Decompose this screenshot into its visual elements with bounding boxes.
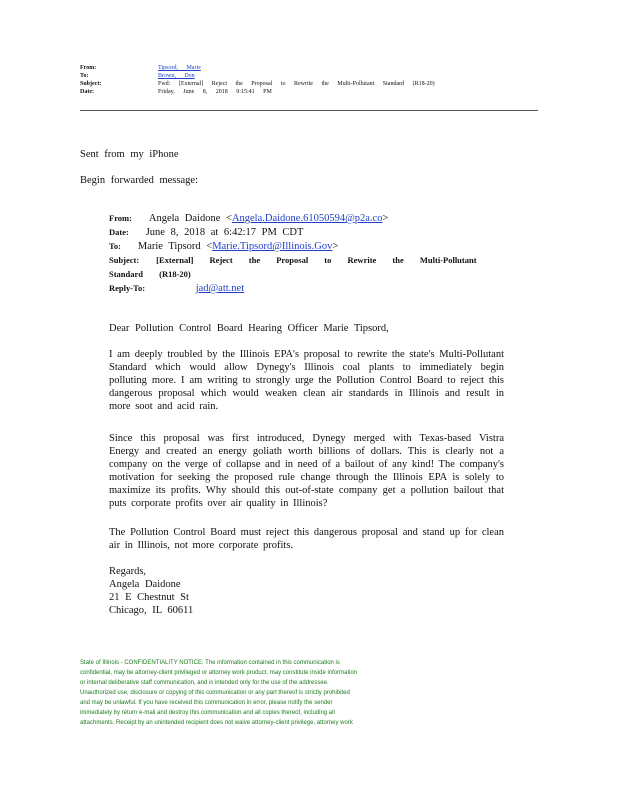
begin-forwarded-line: Begin forwarded message: xyxy=(80,175,198,186)
fw-date-row xyxy=(109,226,303,239)
fw-subject-cont-row xyxy=(109,268,191,281)
confidentiality-notice xyxy=(80,658,358,728)
notice-line: attachments. Receipt by an unintended recipient does not waive attorney-client privilege, attorney work xyxy=(80,720,353,726)
fw-to-name: Marie Tipsord < xyxy=(137,241,213,252)
header-to-label: To: xyxy=(80,73,89,79)
fw-date-value: June 8, 2018 at 6:42:17 PM CDT xyxy=(145,227,304,238)
letter-closing: Regards, xyxy=(109,566,147,577)
notice-line: and may be unlawful. If you have received this communication in error, please notify the sender xyxy=(80,700,333,706)
header-from-value[interactable]: Tipsord, Marie xyxy=(158,65,201,71)
fw-subject-line2: Standard (R18-20) xyxy=(109,269,191,279)
fw-to-row xyxy=(109,240,338,253)
fw-replyto-label: Reply-To: xyxy=(109,283,146,293)
letter-paragraph-1: I am deeply troubled by the Illinois EPA's proposal to rewrite the state's Multi-Pollutant Standard which would allow Dynegy's Illinois coal plants to immediately begin polluting more. I am writing to strongly urge the Pollution Control Board to reject this dangerous proposal which would weaken clean air standards in Illinois and result in more soot and acid rain. xyxy=(109,349,504,412)
fw-from-name: Angela Daidone < xyxy=(148,213,232,224)
notice-line: State of Illinois - CONFIDENTIALITY NOTICE: The information contained in this communication is xyxy=(80,660,340,666)
letter-paragraph-2: Since this proposal was first introduced, Dynegy merged with Texas-based Vistra Energy and created an energy goliath worth billions of dollars. This is clearly not a company on the verge of collapse and in need of a bailout of any kind! The company's motivation for seeking the proposed rule change through the Illinois EPA is solely to maximize its profits. Why should this out-of-state company get a pollution bailout that puts corporate profits over air quality in Illinois? xyxy=(109,433,504,509)
notice-line: confidential, may be attorney-client privileged or attorney work product, may constitute inside information xyxy=(80,670,358,676)
fw-from-email-link[interactable]: Angela.Daidone.61050594@p2a.co xyxy=(231,213,383,224)
notice-line: or internal deliberative staff communication, and is intended only for the use of the addressee. xyxy=(80,680,329,686)
fw-subject-line1: [External] Reject the Proposal to Rewrite the Multi-Pollutant xyxy=(156,255,477,265)
fw-to-close: > xyxy=(332,241,339,252)
header-to-value[interactable]: Brown, Don xyxy=(158,73,195,79)
notice-line: Unauthorized use, disclosure or copying of this communication or any part thereof is strictly prohibited xyxy=(80,690,350,696)
letter-salutation: Dear Pollution Control Board Hearing Officer Marie Tipsord, xyxy=(109,323,389,334)
header-subject-value: Fwd: [External] Reject the Proposal to Rewrite the Multi-Pollutant Standard (R18-20) xyxy=(158,81,435,87)
header-from-label: From: xyxy=(80,65,97,71)
letter-address-city: Chicago, IL 60611 xyxy=(109,605,194,616)
sent-from-line: Sent from my iPhone xyxy=(80,149,179,160)
header-date-label: Date: xyxy=(80,89,94,95)
letter-address-street: 21 E Chestnut St xyxy=(109,592,189,603)
fw-to-label: To: xyxy=(109,241,121,251)
notice-line: immediately by return e-mail and destroy this communication and all copies thereof, including all xyxy=(80,710,335,716)
header-subject-label: Subject: xyxy=(80,81,102,87)
header-divider xyxy=(80,110,538,111)
fw-subject-label: Subject: xyxy=(109,255,140,265)
letter-paragraph-3: The Pollution Control Board must reject this dangerous proposal and stand up for clean air in Illinois, not more corporate profits. xyxy=(109,527,504,551)
fw-from-label: From: xyxy=(109,213,132,223)
header-date-value: Friday, June 8, 2018 9:15:41 PM xyxy=(158,89,272,95)
letter-signer-name: Angela Daidone xyxy=(109,579,181,590)
fw-replyto-row xyxy=(109,282,244,295)
fw-date-label: Date: xyxy=(109,227,129,237)
fw-subject-row xyxy=(109,254,477,267)
fw-from-close: > xyxy=(382,213,389,224)
fw-to-email-link[interactable]: Marie.Tipsord@Illinois.Gov xyxy=(212,241,333,252)
fw-from-row xyxy=(109,212,388,225)
fw-replyto-email-link[interactable]: jad@att.net xyxy=(195,283,245,294)
